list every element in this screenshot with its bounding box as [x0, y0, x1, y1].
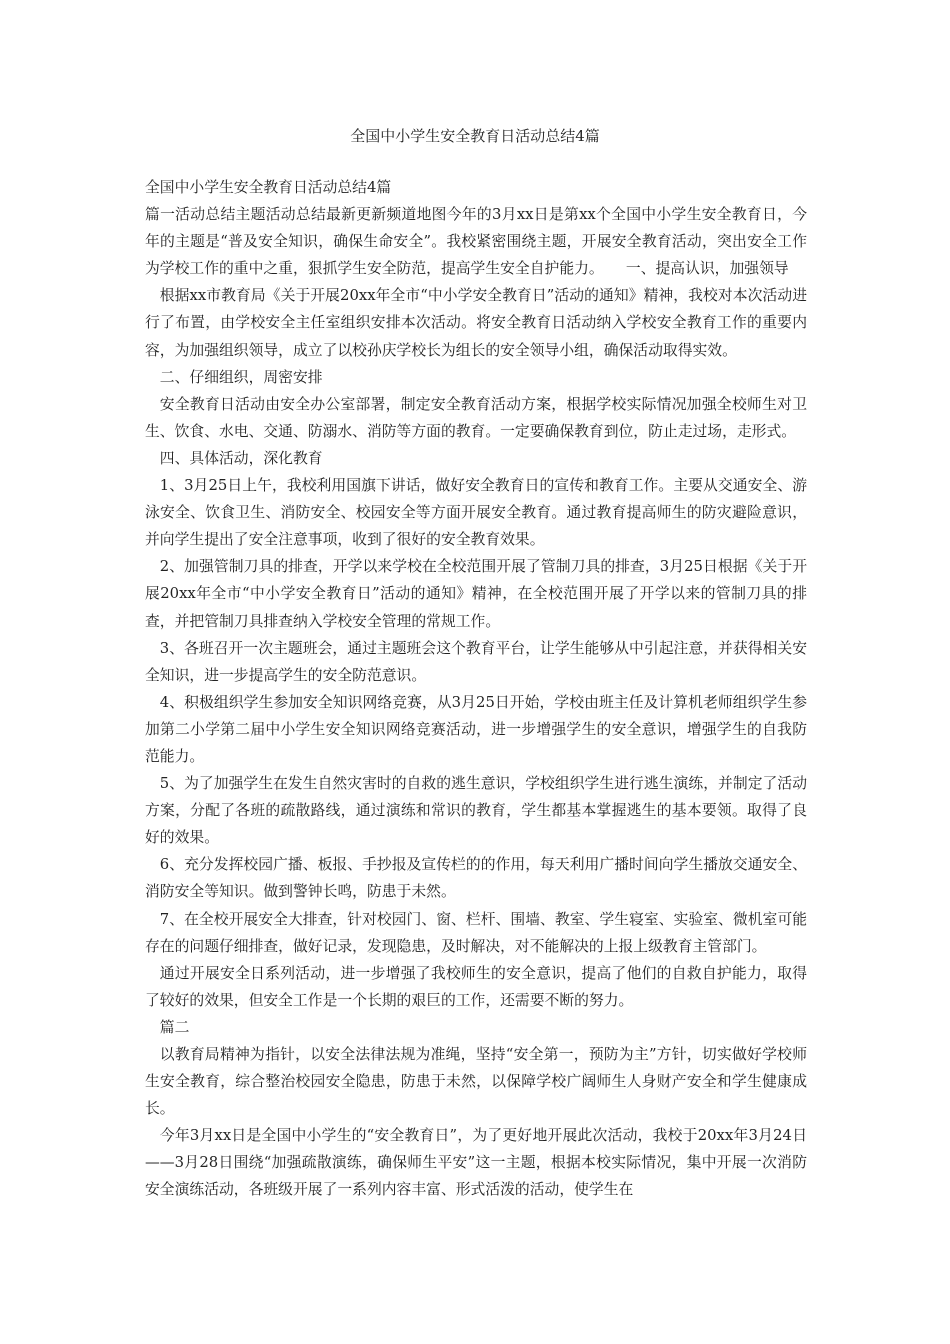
document-title: 全国中小学生安全教育日活动总结4篇 [350, 127, 600, 145]
paragraph: 今年3月xx日是全国中小学生的“安全教育日”，为了更好地开展此次活动，我校于20xx年3月24日——3月28日围绕“加强疏散演练，确保师生平安”这一主题，根据本校实际情况，集中开展一次消防安全演练活动，各班级开展了一系列内容丰富、形式活泼的活动，使学生在 [145, 1127, 807, 1199]
list-item: 1、3月25日上午，我校利用国旗下讲话，做好安全教育日的宣传和教育工作。主要从交通安全、游泳安全、饮食卫生、消防安全、校园安全等方面开展安全教育。通过教育提高师生的防灾避险意识，并向学生提出了安全注意事项，收到了很好的安全教育效果。 [145, 477, 807, 549]
paragraph: 以教育局精神为指针，以安全法律法规为准绳，坚持“安全第一，预防为主”方针，切实做好学校师生安全教育，综合整治校园安全隐患，防患于未然，以保障学校广阔师生人身财产安全和学生健康成长。 [145, 1046, 807, 1118]
body-heading: 全国中小学生安全教育日活动总结4篇 [145, 179, 392, 196]
section-heading: 二、仔细组织，周密安排 [159, 368, 323, 386]
list-item: 3、各班召开一次主题班会，通过主题班会这个教育平台，让学生能够从中引起注意，并获得相关安全知识，进一步提高学生的安全防范意识。 [145, 639, 807, 684]
section-heading: 四、具体活动，深化教育 [159, 449, 323, 467]
paragraph: 安全教育日活动由安全办公室部署，制定安全教育活动方案，根据学校实际情况加强全校师生对卫生、饮食、水电、交通、防溺水、消防等方面的教育。一定要确保教育到位，防止走过场，走形式。 [145, 395, 807, 440]
list-item: 5、为了加强学生在发生自然灾害时的自救的逃生意识，学校组织学生进行逃生演练，并制定了活动方案，分配了各班的疏散路线，通过演练和常识的教育，学生都基本掌握逃生的基本要领。取得了良好的效果。 [145, 775, 807, 847]
section-heading: 篇二 [159, 1018, 190, 1036]
paragraph: 通过开展安全日系列活动，进一步增强了我校师生的安全意识，提高了他们的自救自护能力，取得了较好的效果，但安全工作是一个长期的艰巨的工作，还需要不断的努力。 [145, 964, 807, 1009]
list-item: 2、加强管制刀具的排查，开学以来学校在全校范围开展了管制刀具的排查，3月25日根据《关于开展20xx年全市“中小学安全教育日”活动的通知》精神，在全校范围开展了开学以来的管制刀具的排查，并把管制刀具排查纳入学校安全管理的常规工作。 [145, 558, 807, 630]
paragraph: 根据xx市教育局《关于开展20xx年全市“中小学安全教育日”活动的通知》精神，我校对本次活动进行了布置，由学校安全主任室组织安排本次活动。将安全教育日活动纳入学校安全教育工作的重要内容，为加强组织领导，成立了以校孙庆学校长为组长的安全领导小组，确保活动取得实效。 [145, 287, 807, 359]
list-item: 4、积极组织学生参加安全知识网络竞赛，从3月25日开始，学校由班主任及计算机老师组织学生参加第二小学第二届中小学生安全知识网络竞赛活动，进一步增强学生的安全意识，增强学生的自我防范能力。 [145, 693, 807, 765]
list-item: 7、在全校开展安全大排查，针对校园门、窗、栏杆、围墙、教室、学生寝室、实验室、微机室可能存在的问题仔细排查，做好记录，发现隐患，及时解决，对不能解决的上报上级教育主管部门。 [145, 910, 807, 955]
document-body [145, 174, 807, 1204]
paragraph-intro: 篇一活动总结主题活动总结最新更新频道地图今年的3月xx日是第xx个全国中小学生安全教育日，今年的主题是“普及安全知识，确保生命安全”。我校紧密围绕主题，开展安全教育活动，突出安全工作为学校工作的重中之重，狠抓学生安全防范，提高学生安全自护能力。 一、提高认识，加强领导 [145, 206, 807, 278]
list-item: 6、充分发挥校园广播、板报、手抄报及宣传栏的的作用，每天利用广播时间向学生播放交通安全、消防安全等知识。做到警钟长鸣，防患于未然。 [145, 856, 807, 901]
